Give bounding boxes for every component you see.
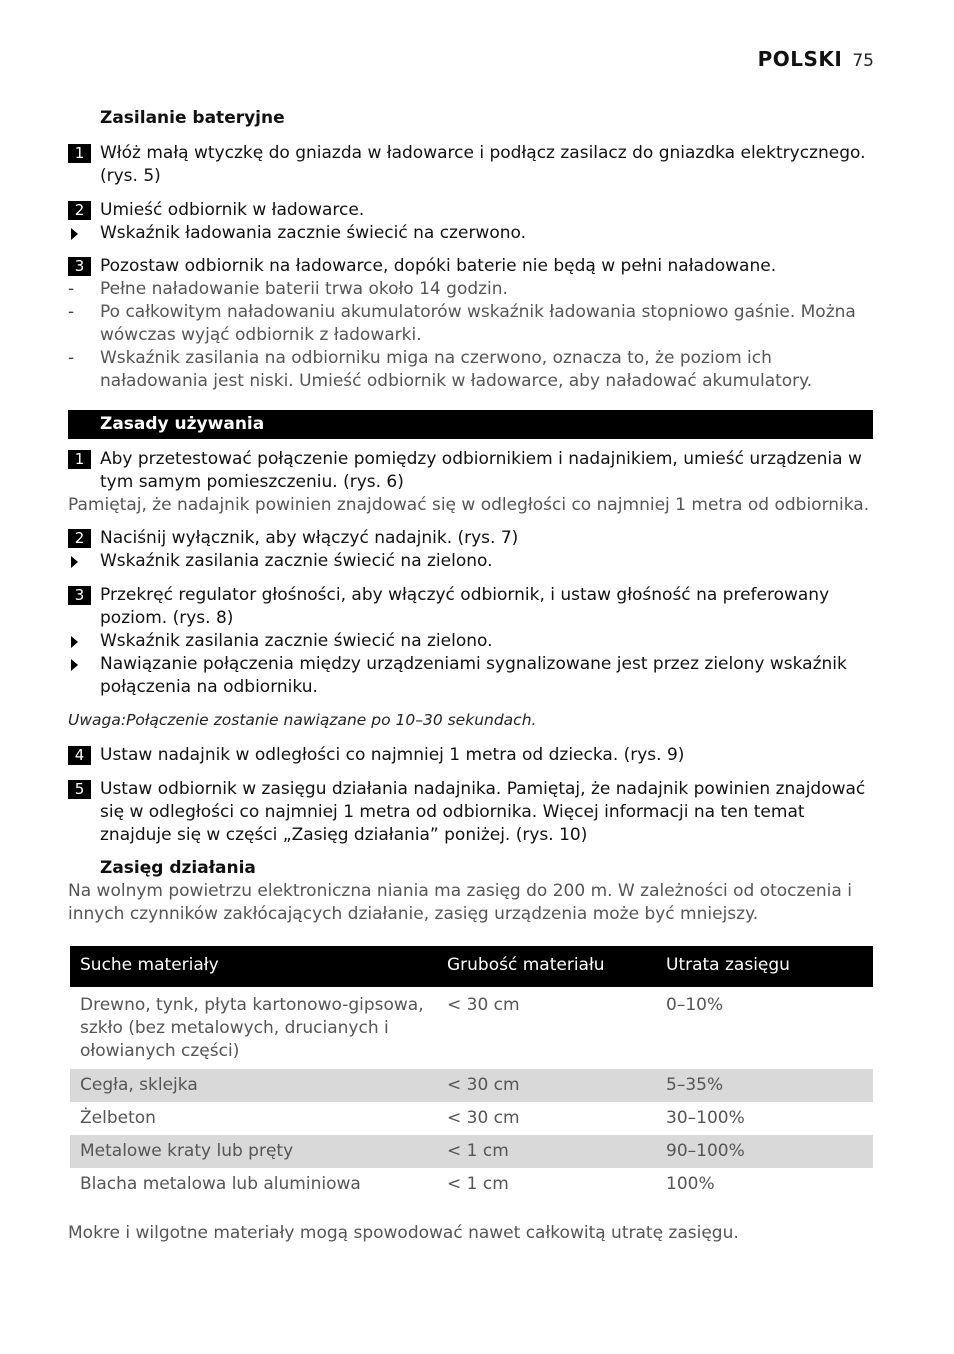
- result-text: Wskaźnik ładowania zacznie świecić na czerwono.: [100, 223, 527, 243]
- table-cell: Drewno, tynk, płyta kartonowo-gipsowa, szkło (bez metalowych, drucianych i ołowianych części): [80, 995, 424, 1061]
- battery-step-1: [68, 142, 876, 188]
- step-number: 2: [68, 201, 91, 220]
- result-arrow-icon: [71, 228, 78, 240]
- bullet-text: Wskaźnik zasilania na odbiorniku miga na czerwono, oznacza to, że poziom ich naładowania jest niski. Umieść odbiornik w ładowarce, aby naładować akumulatory.: [100, 348, 813, 391]
- battery-step-2: [68, 199, 876, 245]
- step-text: Przekręć regulator głośności, aby włączyć odbiornik, i ustaw głośność na preferowany poziom. (rys. 8): [100, 585, 830, 628]
- range-footer-note: Mokre i wilgotne materiały mogą spowodować nawet całkowitą utratę zasięgu.: [68, 1223, 739, 1243]
- step-text: Ustaw odbiornik w zasięgu działania nadajnika. Pamiętaj, że nadajnik powinien znajdować się w odległości co najmniej 1 metra od odbiornika. Więcej informacji na ten temat znajduje się w części „Zasięg działania” poniżej. (rys. 10): [100, 779, 866, 845]
- step-number: 3: [68, 586, 91, 605]
- table-row: [70, 1069, 873, 1102]
- step-number: 2: [68, 529, 91, 548]
- usage-step-5: [68, 778, 876, 847]
- column-header: Grubość materiału: [437, 946, 656, 987]
- step-text: Pozostaw odbiornik na ładowarce, dopóki baterie nie będą w pełni naładowane.: [100, 256, 777, 276]
- step-text: Aby przetestować połączenie pomiędzy odbiornikiem i nadajnikiem, umieść urządzenia w tym samym pomieszczeniu. (rys. 6): [100, 449, 862, 492]
- dash-bullet: -: [68, 348, 75, 368]
- usage-step-1: [68, 448, 876, 517]
- table-cell: < 30 cm: [437, 1069, 656, 1102]
- table-row: [70, 1168, 873, 1201]
- result-text: Wskaźnik zasilania zacznie świecić na zielono.: [100, 551, 493, 571]
- dash-bullet: -: [68, 302, 75, 322]
- battery-section: [68, 107, 876, 130]
- table-cell: Blacha metalowa lub aluminiowa: [80, 1174, 361, 1194]
- table-cell: < 30 cm: [447, 1108, 520, 1128]
- usage-step-3: [68, 584, 876, 699]
- usage-step-2: [68, 527, 876, 573]
- range-section: [68, 857, 876, 926]
- range-table: [70, 946, 873, 1201]
- step-note: Pamiętaj, że nadajnik powinien znajdować się w odległości co najmniej 1 metra od odbiornika.: [68, 495, 870, 515]
- step-number: 3: [68, 257, 91, 276]
- step-text: Umieść odbiornik w ładowarce.: [100, 200, 365, 220]
- column-header: Suche materiały: [70, 946, 437, 987]
- result-arrow-icon: [71, 556, 78, 568]
- step-text: Naciśnij wyłącznik, aby włączyć nadajnik. (rys. 7): [100, 528, 519, 548]
- range-intro: Na wolnym powietrzu elektroniczna niania ma zasięg do 200 m. W zależności od otoczenia i innych czynników zakłócających działanie, zasięg urządzenia może być mniejszy.: [68, 881, 852, 924]
- bullet-text: Pełne naładowanie baterii trwa około 14 godzin.: [100, 279, 508, 299]
- result-arrow-icon: [71, 636, 78, 648]
- table-cell: Żelbeton: [80, 1108, 156, 1128]
- table-cell: 100%: [666, 1174, 715, 1194]
- table-cell: Metalowe kraty lub pręty: [70, 1135, 437, 1168]
- usage-note: Uwaga:Połączenie zostanie nawiązane po 10–30 sekundach.: [68, 711, 537, 729]
- usage-step-4: [68, 744, 876, 767]
- table-cell: 0–10%: [666, 995, 724, 1015]
- result-text: Wskaźnik zasilania zacznie świecić na zielono.: [100, 631, 493, 651]
- table-header-row: [70, 946, 873, 987]
- table-row: [70, 1135, 873, 1168]
- range-heading: Zasięg działania: [100, 858, 256, 878]
- range-table-wrap: [70, 946, 878, 1201]
- result-text: Nawiązanie połączenia między urządzeniami sygnalizowane jest przez zielony wskaźnik połączenia na odbiorniku.: [100, 654, 847, 697]
- table-cell: 90–100%: [656, 1135, 873, 1168]
- table-cell: < 1 cm: [437, 1135, 656, 1168]
- table-cell: 5–35%: [656, 1069, 873, 1102]
- table-row: [70, 1102, 873, 1135]
- step-number: 1: [68, 144, 91, 163]
- column-header: Utrata zasięgu: [656, 946, 873, 987]
- battery-heading: Zasilanie bateryjne: [100, 108, 285, 128]
- table-row: [70, 987, 873, 1069]
- step-text: Włóż małą wtyczkę do gniazda w ładowarce i podłącz zasilacz do gniazdka elektrycznego. (rys. 5): [100, 143, 866, 186]
- result-arrow-icon: [71, 659, 78, 671]
- step-number: 1: [68, 450, 91, 469]
- table-cell: 30–100%: [666, 1108, 745, 1128]
- page-number: 75: [852, 51, 874, 71]
- step-number: 5: [68, 780, 91, 799]
- page-header: [758, 48, 874, 73]
- usage-section-bar: [68, 410, 873, 439]
- dash-bullet: -: [68, 279, 75, 299]
- bullet-text: Po całkowitym naładowaniu akumulatorów wskaźnik ładowania stopniowo gaśnie. Można wówczas wyjąć odbiornik z ładowarki.: [100, 302, 856, 345]
- language-label: POLSKI: [757, 47, 843, 71]
- battery-step-3: [68, 255, 876, 393]
- table-cell: < 30 cm: [447, 995, 520, 1015]
- table-cell: Cegła, sklejka: [70, 1069, 437, 1102]
- usage-heading: Zasady używania: [100, 414, 265, 434]
- step-text: Ustaw nadajnik w odległości co najmniej 1 metra od dziecka. (rys. 9): [100, 745, 685, 765]
- step-number: 4: [68, 746, 91, 765]
- table-cell: < 1 cm: [447, 1174, 509, 1194]
